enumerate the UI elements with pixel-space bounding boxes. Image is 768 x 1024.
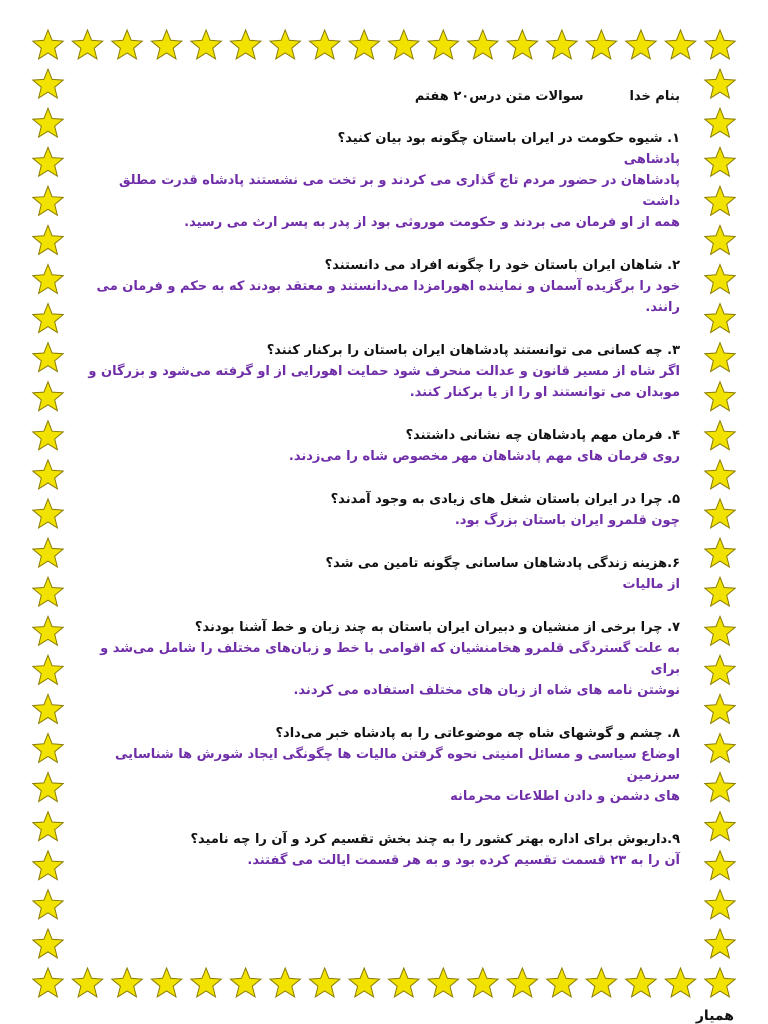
star-icon <box>33 773 63 802</box>
star-icon <box>191 30 221 59</box>
question-text: ۴. فرمان مهم پادشاهان چه نشانی داشتند؟ <box>405 428 680 443</box>
star-icon <box>547 968 577 997</box>
star-icon <box>705 225 735 254</box>
star-icon <box>705 186 735 215</box>
question-item <box>88 340 680 403</box>
star-icon <box>705 499 735 528</box>
star-icon <box>705 812 735 841</box>
star-icon <box>151 30 181 59</box>
star-icon <box>705 890 735 919</box>
question-text: ۷. چرا برخی از منشیان و دبیران ایران باستان به چند زبان و خط آشنا بودند؟ <box>194 620 680 635</box>
answer-line: اوضاع سیاسی و مسائل امنیتی نحوه گرفتن مالیات ها چگونگی ایجاد شورش ها شناسایی سرزمین <box>115 747 680 783</box>
star-icon <box>112 30 143 59</box>
star-icon <box>33 968 63 997</box>
star-icon <box>507 968 537 997</box>
star-icon <box>428 30 458 59</box>
question-item <box>88 829 680 871</box>
star-icon <box>33 69 63 98</box>
star-icon <box>705 655 735 684</box>
star-icon <box>665 30 695 59</box>
star-icon <box>33 382 63 411</box>
star-icon <box>428 968 458 997</box>
star-icon <box>33 265 63 294</box>
question-item <box>88 128 680 233</box>
answer-line: نوشتن نامه های شاه از زبان های مختلف استفاده می کردند. <box>293 683 680 698</box>
star-icon <box>586 30 616 59</box>
star-icon <box>33 538 63 567</box>
star-icon <box>389 968 420 997</box>
star-icon <box>586 968 616 997</box>
answer-line: های دشمن و دادن اطلاعات محرمانه <box>450 789 680 804</box>
star-icon <box>705 460 735 489</box>
question-item <box>88 255 680 318</box>
star-icon <box>33 890 63 919</box>
bism-title: بنام خدا <box>629 89 680 104</box>
star-icon <box>705 616 735 645</box>
star-icon <box>349 30 380 59</box>
star-icon <box>705 304 735 333</box>
star-icon <box>72 968 102 997</box>
star-icon <box>705 108 735 137</box>
star-icon <box>33 304 63 333</box>
answer-line: آن را به ۲۳ قسمت تقسیم کرده بود و به هر قسمت ایالت می گفتند. <box>247 853 680 868</box>
star-icon <box>705 265 735 294</box>
star-icon <box>151 968 181 997</box>
star-icon <box>72 30 102 59</box>
question-item <box>88 723 680 807</box>
star-icon <box>33 421 63 450</box>
star-icon <box>705 421 735 450</box>
star-icon <box>33 851 63 880</box>
question-text: ۳. چه کسانی می توانستند پادشاهان ایران باستان را برکنار کنند؟ <box>266 343 680 358</box>
worksheet-content <box>88 86 680 893</box>
star-icon <box>705 851 735 880</box>
star-icon <box>349 968 380 997</box>
star-icon <box>705 577 735 606</box>
star-icon <box>705 30 735 59</box>
star-icon <box>626 968 657 997</box>
question-list <box>88 128 680 871</box>
star-icon <box>705 968 735 997</box>
question-text: ۸. چشم و گوشهای شاه چه موضوعاتی را به پادشاه خبر می‌داد؟ <box>275 726 680 741</box>
star-icon <box>33 499 63 528</box>
question-item <box>88 425 680 467</box>
answer-line: اگر شاه از مسیر قانون و عدالت منحرف شود حمایت اهورایی از او گرفته می‌شود و بزرگان و <box>88 364 680 379</box>
star-icon <box>705 343 735 372</box>
answer-line: از مالیات <box>622 577 680 592</box>
question-text: ۵. چرا در ایران باستان شغل های زیادی به وجود آمدند؟ <box>330 492 680 507</box>
star-icon <box>665 968 695 997</box>
star-icon <box>33 108 63 137</box>
star-icon <box>33 694 63 723</box>
star-icon <box>112 968 143 997</box>
star-icon <box>705 734 735 763</box>
star-icon <box>33 30 63 59</box>
star-icon <box>191 968 221 997</box>
star-icon <box>33 616 63 645</box>
star-icon <box>33 147 63 176</box>
answer-line: خود را برگزیده آسمان و نماینده اهورامزدا می‌دانستند و معتقد بودند که به حکم و فرمان می رانند. <box>96 279 680 315</box>
star-icon <box>626 30 657 59</box>
star-icon <box>33 929 63 958</box>
star-icon <box>33 225 63 254</box>
footer-watermark: همیار <box>695 1008 734 1024</box>
question-item <box>88 617 680 701</box>
star-icon <box>547 30 577 59</box>
question-text: ۹.داریوش برای اداره بهتر کشور را به چند بخش تقسیم کرد و آن را چه نامید؟ <box>190 832 680 847</box>
star-icon <box>270 968 300 997</box>
star-icon <box>705 929 735 958</box>
star-icon <box>310 30 340 59</box>
star-icon <box>230 30 261 59</box>
star-icon <box>33 186 63 215</box>
question-text: ۲. شاهان ایران باستان خود را چگونه افراد می دانستند؟ <box>324 258 680 273</box>
header <box>88 86 680 107</box>
star-icon <box>33 655 63 684</box>
answer-line: پادشاهان در حضور مردم تاج گذاری می کردند و بر تخت می نشستند پادشاه قدرت مطلق داشت <box>118 173 680 209</box>
answer-line: روی فرمان های مهم پادشاهان مهر مخصوص شاه را می‌زدند. <box>288 449 680 464</box>
star-icon <box>310 968 340 997</box>
question-text: ۱. شیوه حکومت در ایران باستان چگونه بود بیان کنید؟ <box>337 131 680 146</box>
star-icon <box>705 69 735 98</box>
question-item <box>88 489 680 531</box>
star-icon <box>389 30 420 59</box>
answer-line: همه از او فرمان می بردند و حکومت موروثی بود از پدر به پسر ارث می رسید. <box>184 215 680 230</box>
star-icon <box>705 382 735 411</box>
star-icon <box>270 30 300 59</box>
star-icon <box>468 968 498 997</box>
star-icon <box>33 460 63 489</box>
star-icon <box>230 968 261 997</box>
star-icon <box>33 343 63 372</box>
star-icon <box>705 538 735 567</box>
answer-line: چون قلمرو ایران باستان بزرگ بود. <box>454 513 680 528</box>
star-icon <box>33 577 63 606</box>
question-text: ۶.هزینه زندگی پادشاهان ساسانی چگونه تامین می شد؟ <box>325 556 680 571</box>
star-icon <box>705 773 735 802</box>
star-icon <box>705 694 735 723</box>
star-icon <box>507 30 537 59</box>
answer-line: موبدان می توانستند او را از یا برکنار کنند. <box>409 385 680 400</box>
star-icon <box>33 734 63 763</box>
star-icon <box>705 147 735 176</box>
star-icon <box>33 812 63 841</box>
star-icon <box>468 30 498 59</box>
answer-line: پادشاهی <box>623 152 680 167</box>
question-item <box>88 553 680 595</box>
answer-line: به علت گستردگی قلمرو هخامنشیان که اقوامی با خط و زبان‌های مختلف را شامل می‌شد و برای <box>100 641 680 677</box>
page-title: سوالات متن درس۲۰ هفتم <box>414 89 584 104</box>
